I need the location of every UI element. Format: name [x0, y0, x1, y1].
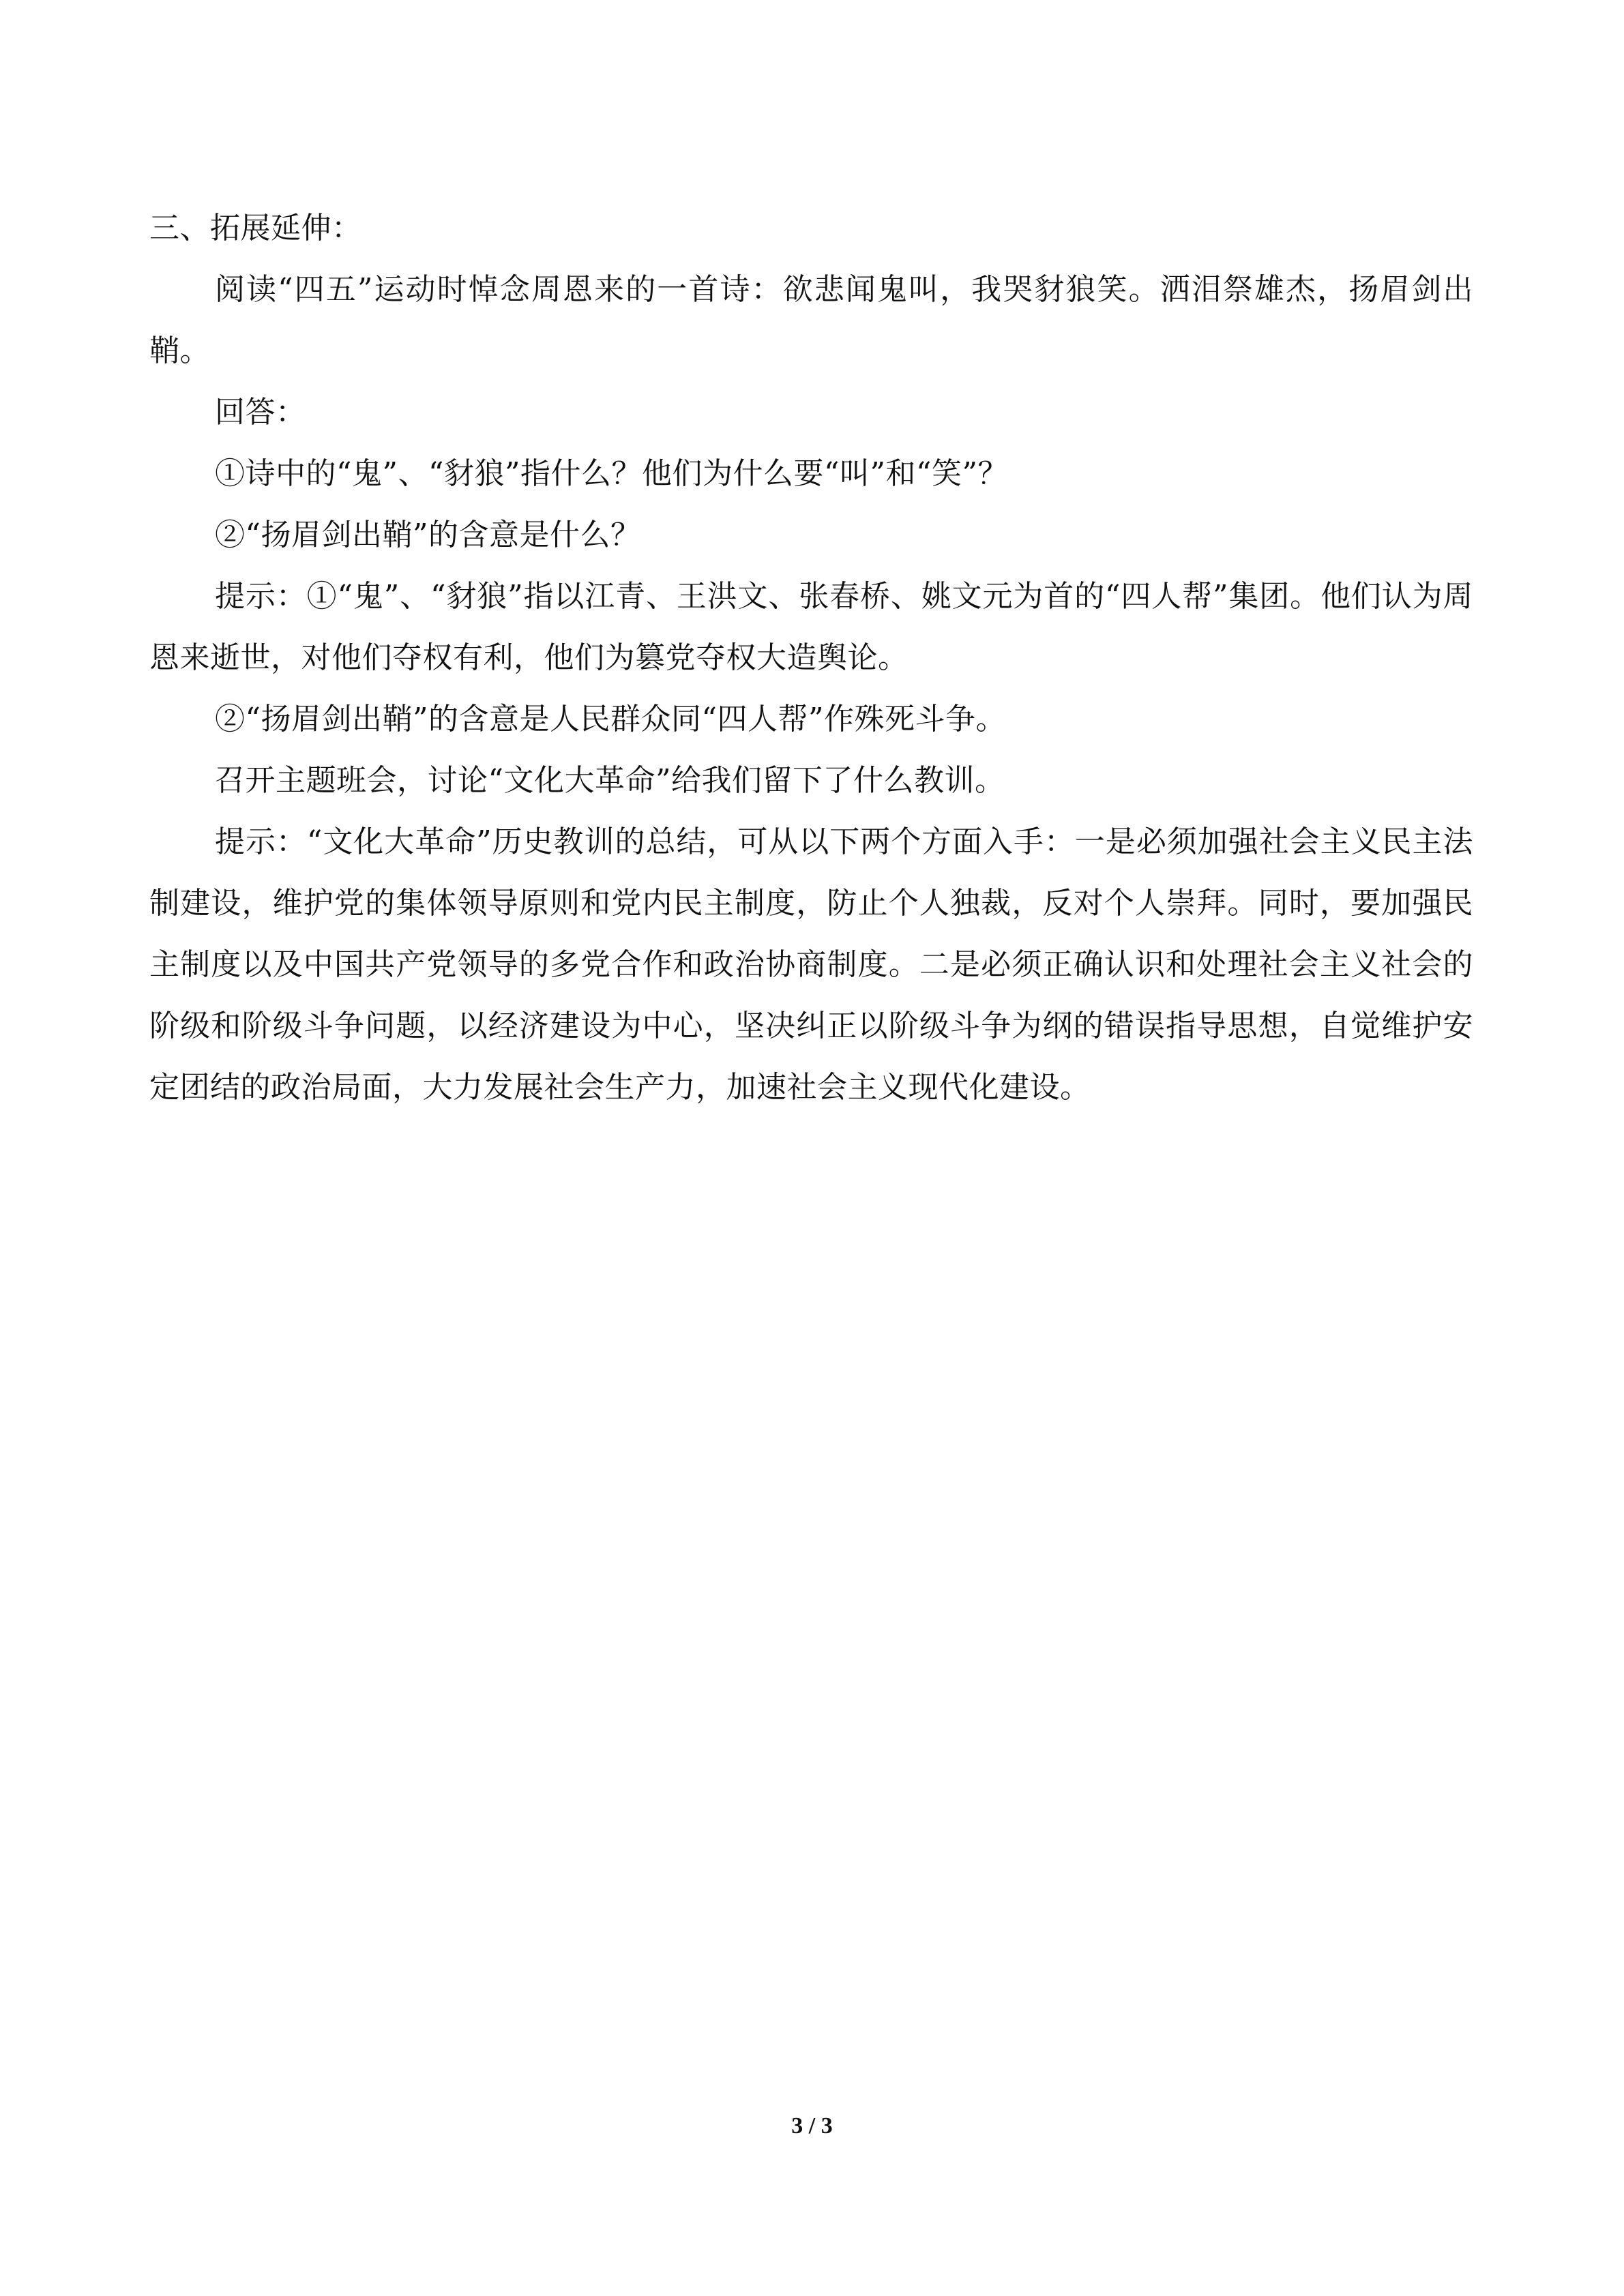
answer-label: 回答： — [215, 395, 306, 430]
question-2: ②“扬眉剑出鞘”的含意是什么？ — [215, 518, 641, 552]
hint-2: ②“扬眉剑出鞘”的含意是人民群众同“四人帮”作殊死斗争。 — [215, 702, 1006, 736]
page-number: 3 / 3 — [791, 2113, 833, 2138]
document-body — [149, 198, 1473, 1118]
hint-3: 提示：“文化大革命”历史教训的总结，可从以下两个方面入手：一是必须加强社会主义民主法制建设，维护党的集体领导原则和党内民主制度，防止个人独裁，反对个人崇拜。同时，要加强民主制度以及中国共产党领导的多党合作和政治协商制度。二是必须正确认识和处理社会主义社会的阶级和阶级斗争问题，以经济建设为中心，坚决纠正以阶级斗争为纲的错误指导思想，自觉维护安定团结的政治局面，大力发展社会生产力，加速社会主义现代化建设。 — [149, 824, 1473, 1105]
section-heading: 三、拓展延伸： — [149, 211, 362, 245]
poem-paragraph: 阅读“四五”运动时悼念周恩来的一首诗：欲悲闻鬼叫，我哭豺狼笑。洒泪祭雄杰，扬眉剑出鞘。 — [149, 272, 1473, 368]
question-1: ①诗中的“鬼”、“豺狼”指什么？他们为什么要“叫”和“笑”？ — [215, 456, 1008, 491]
hint-1: 提示：①“鬼”、“豺狼”指以江青、王洪文、张春桥、姚文元为首的“四人帮”集团。他们认为周恩来逝世，对他们夺权有利，他们为篡党夺权大造舆论。 — [149, 579, 1473, 675]
class-meeting-task: 召开主题班会，讨论“文化大革命”给我们留下了什么教训。 — [215, 763, 1005, 798]
